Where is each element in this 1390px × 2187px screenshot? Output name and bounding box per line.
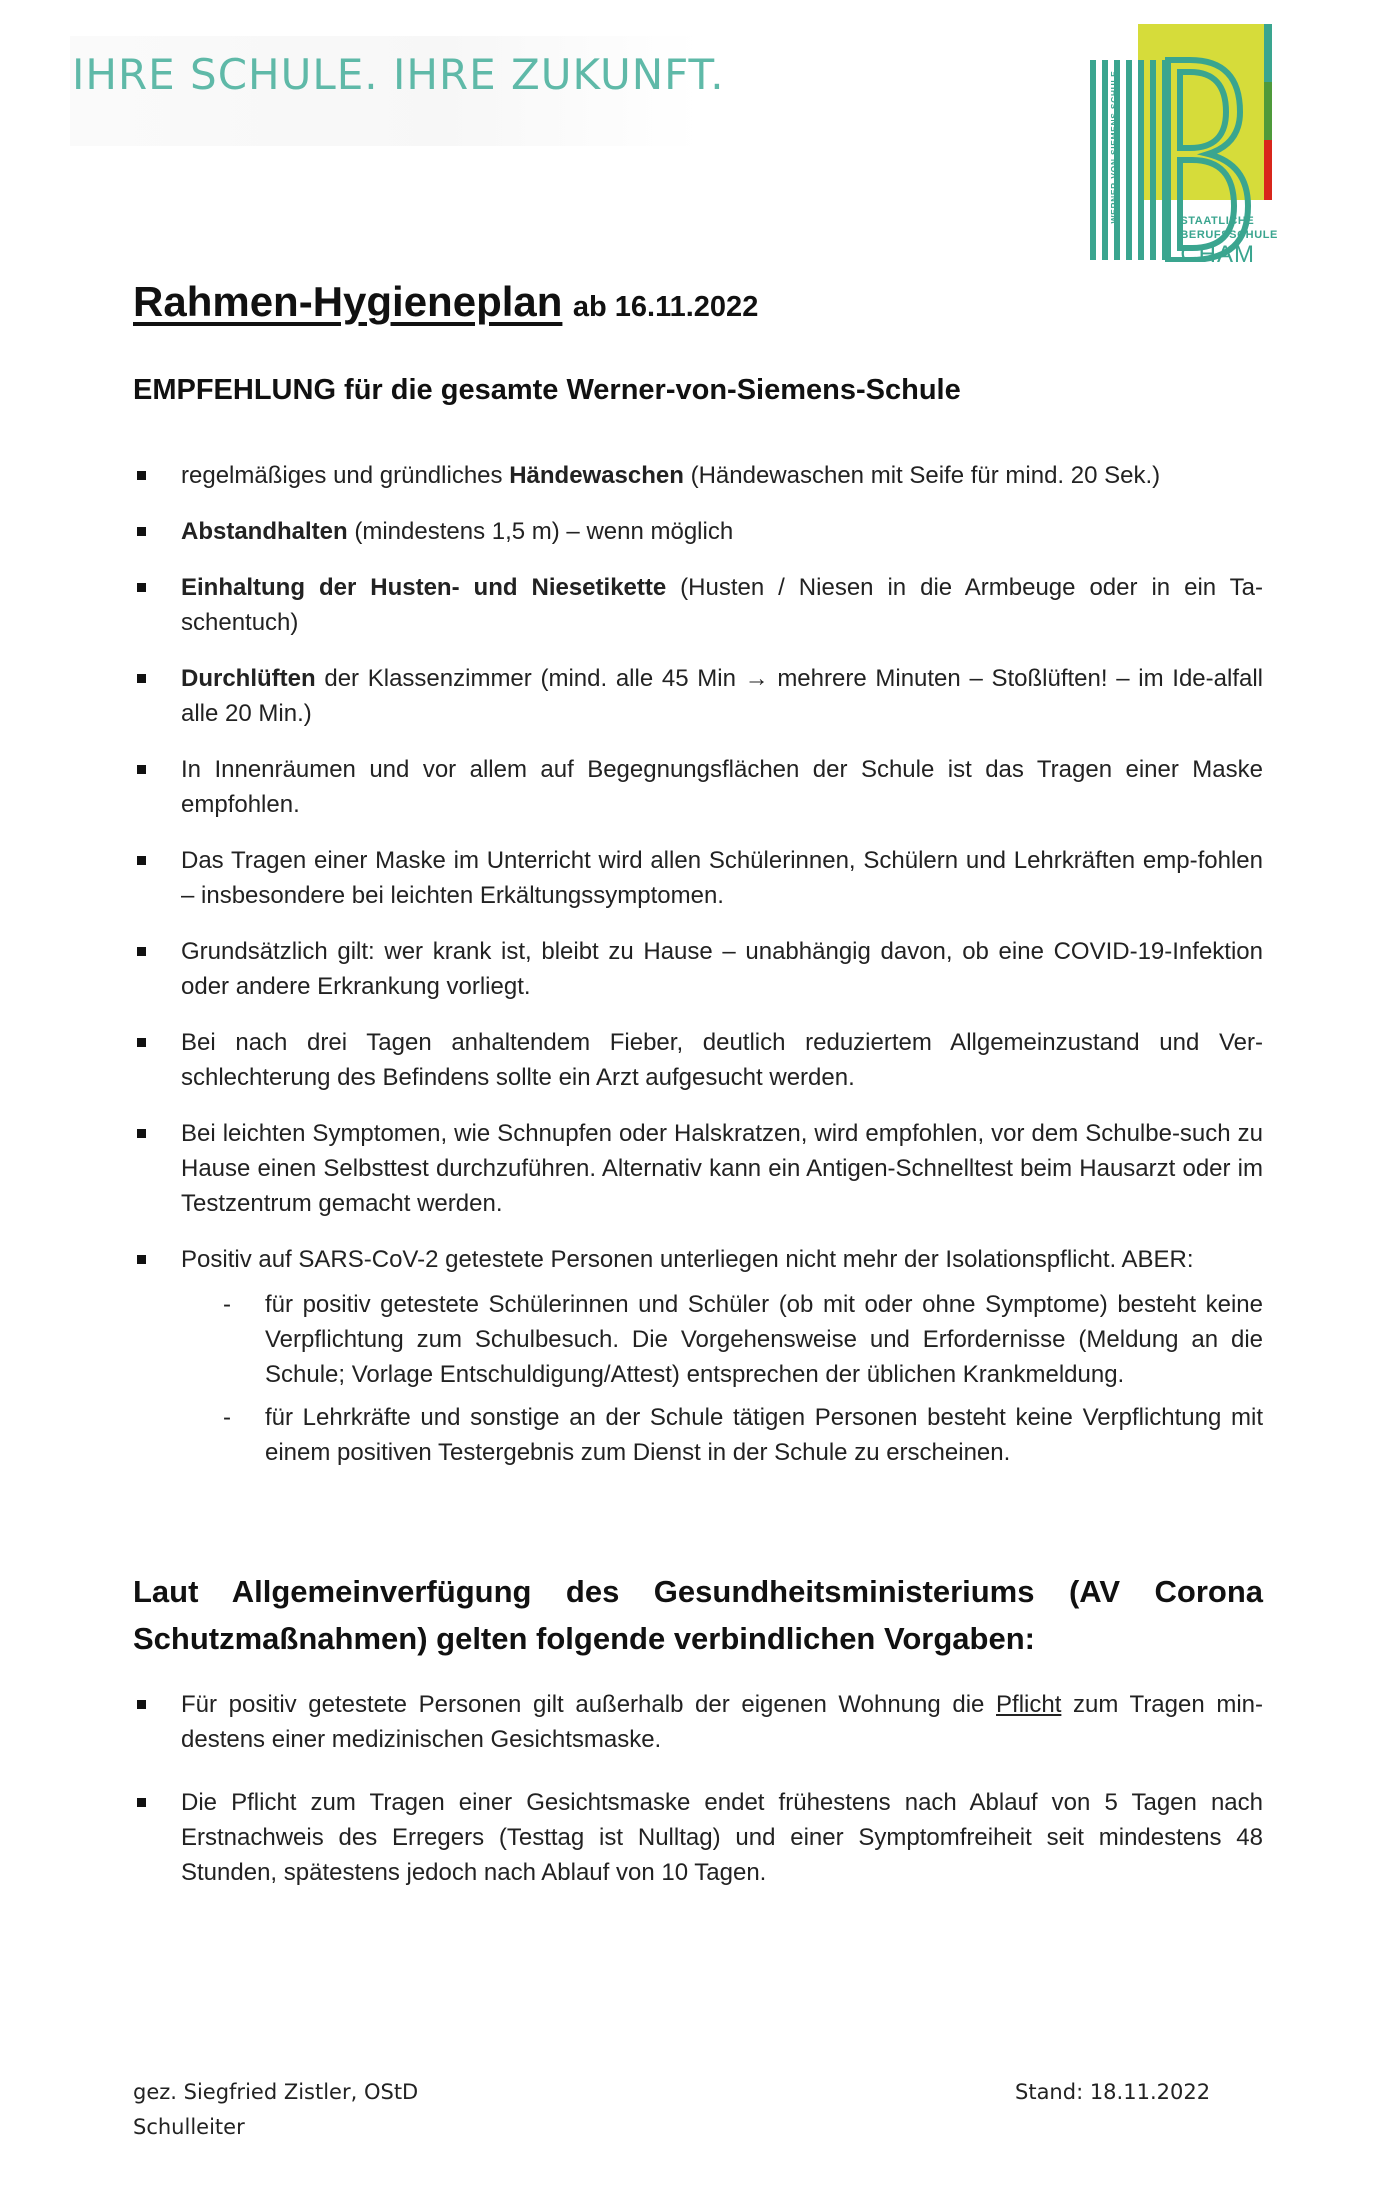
logo-school-name	[1180, 214, 1278, 268]
list-item: Grundsätzlich gilt: wer krank ist, bleibt zu Hause – unabhängig davon, ob eine COVID-19-Infektion oder andere Erkrankung vorliegt.	[133, 934, 1263, 1004]
square-bullet-icon	[137, 527, 146, 536]
logo-lime-block	[1138, 24, 1264, 200]
logo-line1: STAATLICHE	[1180, 215, 1255, 227]
square-bullet-icon	[137, 1255, 146, 1264]
square-bullet-icon	[137, 471, 146, 480]
list-item: regelmäßiges und gründliches Händewaschen (Händewaschen mit Seife für mind. 20 Sek.)	[133, 458, 1263, 493]
school-logo	[1040, 24, 1280, 268]
sub-list-item: - für Lehrkräfte und sonstige an der Schule tätigen Personen besteht keine Verpflichtung mit einem positiven Testergebnis zum Dienst in der Schule zu erscheinen.	[133, 1400, 1263, 1470]
square-bullet-icon	[137, 674, 146, 683]
square-bullet-icon	[137, 856, 146, 865]
dash-bullet: -	[223, 1404, 231, 1431]
list-item: Das Tragen einer Maske im Unterricht wird allen Schülerinnen, Schülern und Lehrkräften emp-fohlen – insbesondere bei leichten Erkältungssymptomen.	[133, 843, 1263, 913]
title-date: ab 16.11.2022	[572, 291, 759, 323]
logo-teal-bar	[1264, 24, 1272, 82]
list-item: Positiv auf SARS-CoV-2 getestete Personen unterliegen nicht mehr der Isolationspflicht. ABER:	[133, 1242, 1263, 1277]
signature-name: gez. Siegfried Zistler, OStD	[133, 2080, 419, 2104]
square-bullet-icon	[137, 1038, 146, 1047]
dash-bullet: -	[223, 1291, 231, 1318]
list-item: Abstandhalten (mindestens 1,5 m) – wenn möglich	[133, 514, 1263, 549]
list-item: Einhaltung der Husten- und Niesetikette (Husten / Niesen in die Armbeuge oder in ein Ta-schentuch)	[133, 570, 1263, 640]
square-bullet-icon	[137, 765, 146, 774]
signature-block	[133, 2075, 418, 2145]
slogan-text: IHRE SCHULE. IHRE ZUKUNFT.	[72, 50, 725, 99]
page-title: Rahmen-Hygieneplan	[133, 278, 563, 325]
recommendations-list	[133, 458, 1263, 1470]
list-item: Bei nach drei Tagen anhaltendem Fieber, deutlich reduziertem Allgemeinzustand und Ver-schlechterung des Befindens sollte ein Arzt aufgesucht werden.	[133, 1025, 1263, 1095]
logo-line3: CHAM	[1180, 241, 1256, 268]
logo-vertical-text: WERNER-VON-SIEMENS-SCHULE	[1109, 70, 1119, 224]
title-row	[133, 278, 758, 326]
logo-line2: BERUFSSCHULE	[1180, 229, 1278, 241]
square-bullet-icon	[137, 1700, 146, 1709]
list-item: In Innenräumen und vor allem auf Begegnungsflächen der Schule ist das Tragen einer Maske empfohlen.	[133, 752, 1263, 822]
square-bullet-icon	[137, 1798, 146, 1807]
subheading: EMPFEHLUNG für die gesamte Werner-von-Siemens-Schule	[133, 374, 961, 406]
slogan-banner	[70, 36, 725, 146]
square-bullet-icon	[137, 583, 146, 592]
square-bullet-icon	[137, 947, 146, 956]
section2-heading: Laut Allgemeinverfügung des Gesundheitsministeriums (AV Corona Schutzmaßnahmen) gelten folgende verbindlichen Vorgaben:	[133, 1574, 1263, 1656]
list-item: Die Pflicht zum Tragen einer Gesichtsmaske endet frühestens nach Ablauf von 5 Tagen nach Erstnachweis des Erregers (Testtag ist Nulltag) und einer Symptomfreiheit seit mindestens 48 Stunden, spätestens jedoch nach Ablauf von 10 Tagen.	[133, 1785, 1263, 1890]
square-bullet-icon	[137, 1129, 146, 1138]
list-item: Durchlüften der Klassenzimmer (mind. alle 45 Min → mehrere Minuten – Stoßlüften! – im Ide-alfall alle 20 Min.)	[133, 661, 1263, 731]
sub-list-item: - für positiv getestete Schülerinnen und Schüler (ob mit oder ohne Symptome) besteht keine Verpflichtung zum Schulbesuch. Die Vorgehensweise und Erfordernisse (Meldung an die Schule; Vorlage Entschuldigung/Attest) entsprechen der üblichen Krankmeldung.	[133, 1287, 1263, 1392]
signature-role: Schulleiter	[133, 2115, 245, 2139]
list-item: Bei leichten Symptomen, wie Schnupfen oder Halskratzen, wird empfohlen, vor dem Schulbe-such zu Hause einen Selbsttest durchzuführen. Alternativ kann ein Antigen-Schnelltest beim Hausarzt oder im Testzentrum gemacht werden.	[133, 1116, 1263, 1221]
logo-green-bar	[1264, 82, 1272, 140]
logo-red-bar	[1264, 140, 1272, 200]
stand-date: Stand: 18.11.2022	[1015, 2080, 1211, 2104]
list-item: Für positiv getestete Personen gilt außerhalb der eigenen Wohnung die Pflicht zum Tragen min-destens einer medizinischen Gesichtsmaske.	[133, 1687, 1263, 1757]
mandatory-list	[133, 1687, 1263, 1890]
